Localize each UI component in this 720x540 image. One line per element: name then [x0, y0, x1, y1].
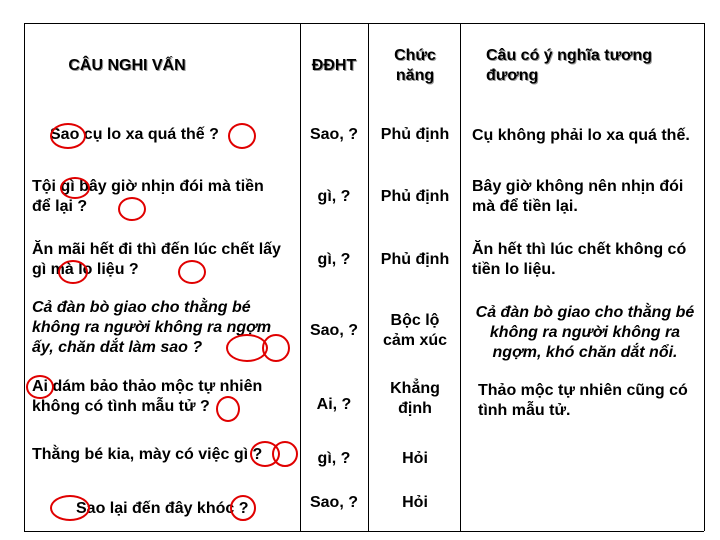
row6-function: Hỏi	[402, 450, 428, 467]
highlight-ring-question-mark	[216, 396, 240, 422]
row4-meaning: Cả đàn bò giao cho thằng bé không ra người không ra ngợm, khó chăn dắt nổi.	[475, 304, 695, 361]
highlight-ring-gi	[60, 177, 90, 199]
highlight-ring-question-mark	[230, 495, 256, 521]
highlight-ring-question-mark	[262, 334, 290, 362]
row2-marker: gì, ?	[317, 188, 351, 205]
row5-function: Khẳng định	[390, 380, 440, 417]
row2-meaning: Bây giờ không nên nhịn đói mà để tiền lại.	[472, 178, 684, 215]
row3-function: Phủ định	[380, 251, 450, 268]
highlight-ring-ai	[26, 375, 54, 399]
row5-question: Ai dám bảo thảo mộc tự nhiên không có tình mẫu tử ?	[32, 378, 263, 415]
header-marker: ĐĐHT	[311, 57, 357, 74]
row7-question: Sao lại đến đây khóc ?	[76, 500, 249, 517]
row2-question: Tội gì bây giờ nhịn đói mà tiền để lại ?	[32, 178, 264, 215]
row6-question: Thằng bé kia, mày có việc gì ?	[32, 446, 263, 463]
row4-function: Bộc lộ cảm xúc	[382, 312, 448, 349]
row6-marker: gì, ?	[317, 450, 351, 467]
row2-function: Phủ định	[380, 188, 450, 205]
row1-function: Phủ định	[380, 126, 450, 143]
header-meaning: Câu có ý nghĩa tương đương	[486, 47, 653, 84]
row7-function: Hỏi	[402, 494, 428, 511]
row7-marker: Sao, ?	[309, 494, 358, 511]
row3-meaning: Ăn hết thì lúc chết không có tiền lo liệu.	[472, 241, 687, 278]
row1-question: Sao cụ lo xa quá thế ?	[50, 126, 219, 143]
row5-meaning: Thảo mộc tự nhiên cũng có tình mẫu tử.	[478, 382, 688, 419]
row4-marker: Sao, ?	[309, 322, 358, 339]
highlight-ring-question-mark	[118, 197, 146, 221]
row4-question: Cả đàn bò giao cho thằng bé không ra người không ra ngợm ấy, chăn dắt làm sao ?	[32, 299, 272, 356]
highlight-ring-question-mark	[272, 441, 298, 467]
row3-marker: gì, ?	[317, 251, 351, 268]
highlight-ring-sao	[50, 495, 90, 521]
row5-marker: Ai, ?	[316, 396, 352, 413]
highlight-ring-question-mark	[178, 260, 206, 284]
highlight-ring-question-mark	[228, 123, 256, 149]
highlight-ring-gi	[58, 260, 88, 284]
row3-question: Ăn mãi hết đi thì đến lúc chết lấy gì mà lo liệu ?	[32, 241, 281, 278]
header-function: Chức năng	[394, 47, 436, 84]
row1-meaning: Cụ không phải lo xa quá thế.	[472, 127, 690, 144]
highlight-ring-sao	[50, 123, 86, 149]
row1-marker: Sao, ?	[309, 126, 358, 143]
header-question: CÂU NGHI VẤN	[68, 57, 186, 74]
